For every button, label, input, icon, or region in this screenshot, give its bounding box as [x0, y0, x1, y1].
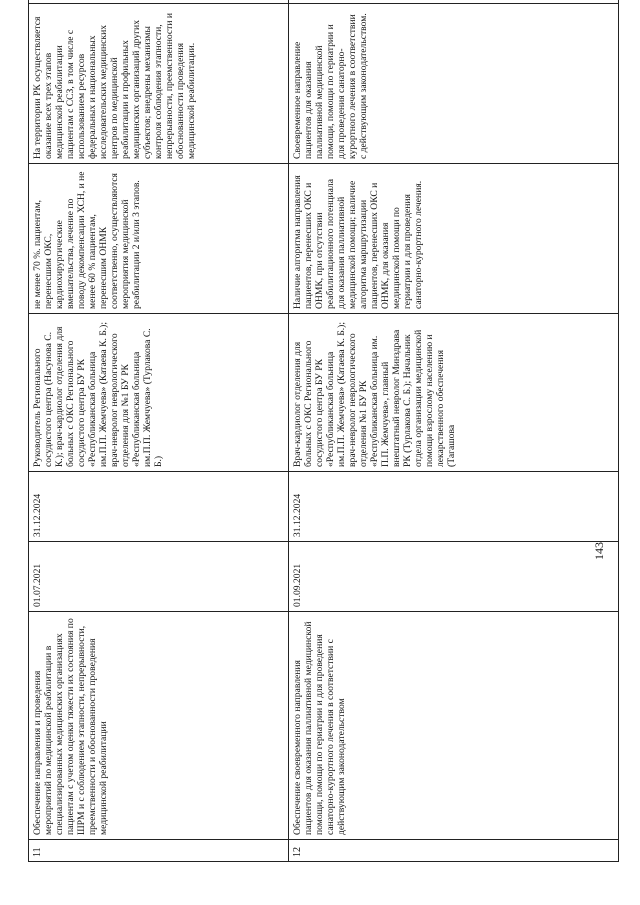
result-cell: На территории РК осуществляется оказание всех трех этапов медицинской реабилитации пациентам с ССЗ, в том числе с использованием ресурсов федеральных и национальных исследовательских медицинских центров по медицинской реабилитации и профильных медицинских организаций других субъектов; внедрены механизмы контроля соблюдения этапности, непрерывности, преемственности и обоснованности проведения медицинской реабилитации.	[29, 4, 289, 164]
table-row	[289, 0, 619, 862]
row-number: 11	[29, 840, 289, 862]
indicator-cell: Наличие алгоритма направления пациентов, перенесших ОКС и ОНМК, при отсутствии реабилитационного потенциала для оказания паллиативной медицинской помощи; наличие алгоритма маршрутизации пациентов, перенесших ОКС и ОНМК, для оказания медицинской помощи по гериатрии и для проведения санаторно-курортного лечения.	[289, 164, 619, 314]
start-date-cell: 01.09.2021	[289, 542, 619, 612]
responsible-cell: Врач-кардиолог отделения для больных с ОКС Регионального сосудистого центра БУ РК «Республиканская больница им.П.П. Жемчуева» (Катаева К. Б.); врач-невролог неврологического отделения №1 БУ РК «Республиканская больница им. П.П. Жемчуева», главный внештатный невролог Минздрава РК (Турлакова С. Б.); Начальник отдела организации медицинской помощи взрослому населению и лекарственного обеспечения (Тагашова	[289, 314, 619, 472]
end-date-cell: 31.12.2024	[29, 472, 289, 542]
result-cell: Своевременное направление пациентов для оказания паллиативной медицинской помощи, помощи по гериатрии и для проведения санаторно-курортного лечения в соответствии с действующим законодательством.	[289, 4, 619, 164]
periodicity-cell	[29, 0, 289, 4]
periodicity-cell	[289, 0, 619, 4]
measure-cell: Обеспечение своевременного направления пациентов для оказания паллиативной медицинской помощи, помощи по гериатрии и для проведения санаторно-курортного лечения в соответствии с действующим законодательством	[289, 612, 619, 840]
page-number: 143	[592, 542, 606, 560]
rotated-table-container	[28, 12, 618, 862]
table-row	[29, 0, 289, 862]
measure-cell: Обеспечение направления и проведения мероприятий по медицинской реабилитации в специализированных медицинских организациях пациентам с учетом оценки тяжести их состояния по ШРМ и с соблюдением этапности, непрерывности, преемственности и обоснованности проведения медицинской реабилитации	[29, 612, 289, 840]
responsible-cell: Руководитель Регионального сосудистого центра (Насунова С. К.); врач-кардиолог отделения для больных с ОКС Регионального сосудистого центра БУ РК «Республиканская больница им.П.П. Жемчуева» (Катаева К. Б.); врач-невролог неврологического отделения для №1 БУ РК «Республиканская больница им.П.П. Жемчуева» (Турлакова С. Б.)	[29, 314, 289, 472]
row-number: 12	[289, 840, 619, 862]
end-date-cell: 31.12.2024	[289, 472, 619, 542]
start-date-cell: 01.07.2021	[29, 542, 289, 612]
measures-table	[28, 0, 619, 862]
indicator-cell: не менее 70 %. пациентам, перенесшим ОКС, кардиохирургические вмешательства, лечение по поводу декомпенсации ХСН, и не менее 60 % пациентам, перенесшим ОНМК соответственно, осуществляются мероприятия медицинской реабилитации 2 и/или 3 этапов.	[29, 164, 289, 314]
